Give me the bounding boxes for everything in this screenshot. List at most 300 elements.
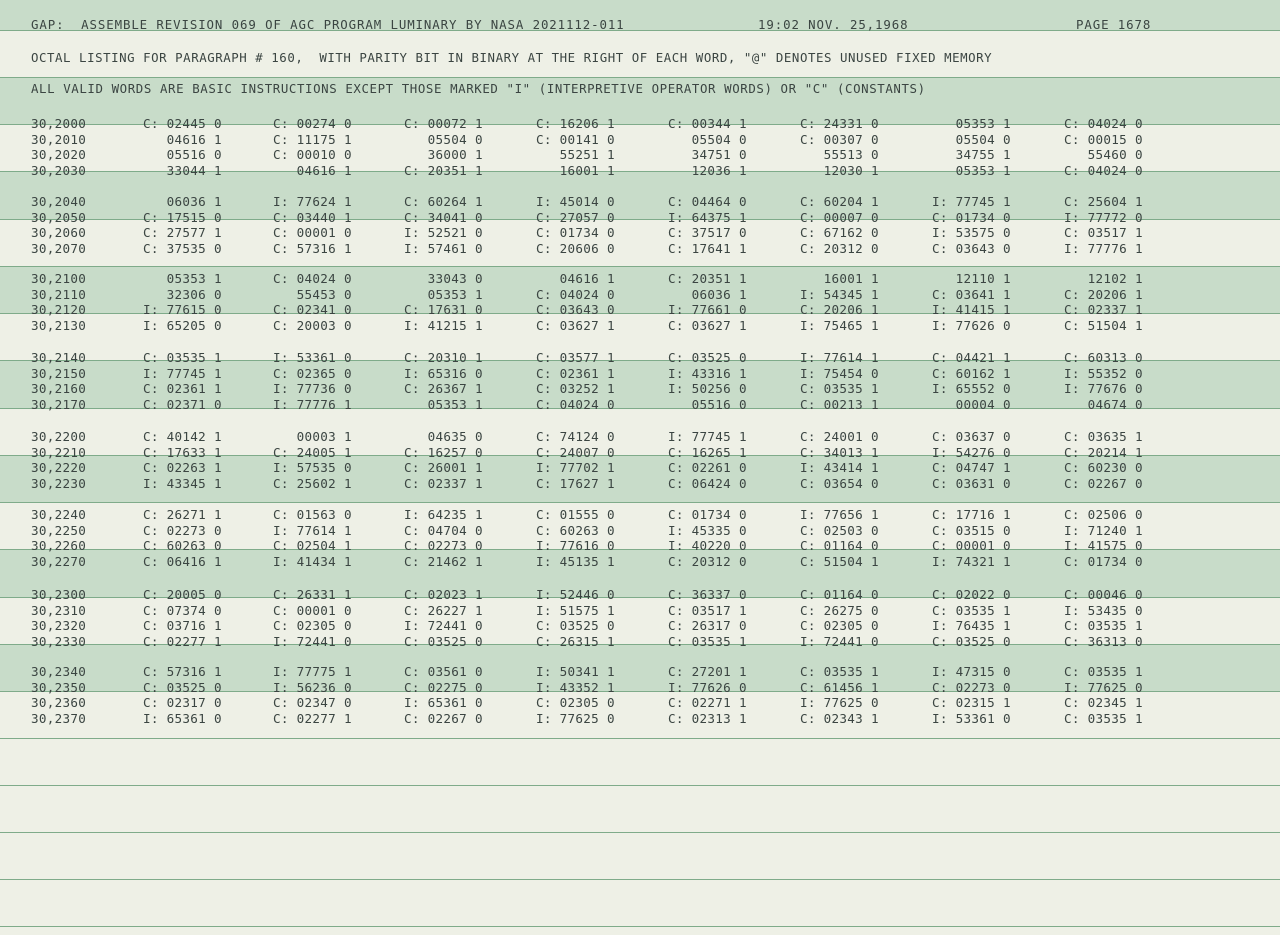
rule-line <box>0 738 1280 739</box>
listing-row <box>0 618 1280 633</box>
octal-word: C: 03535 1 <box>800 381 879 396</box>
listing-row <box>0 318 1280 333</box>
octal-word: C: 03535 1 <box>1064 618 1143 633</box>
octal-word: I: 77656 1 <box>800 507 879 522</box>
octal-word: C: 20003 0 <box>273 317 352 333</box>
listing-row <box>0 163 1280 178</box>
octal-word: C: 03561 0 <box>404 664 483 679</box>
octal-word: C: 27577 1 <box>143 225 222 240</box>
octal-word: I: 47315 0 <box>932 664 1011 679</box>
octal-word: C: 02315 1 <box>932 695 1011 710</box>
row-address: 30,2310 <box>31 602 87 618</box>
octal-word: 05504 0 <box>668 131 747 147</box>
octal-word: C: 25604 1 <box>1064 194 1143 209</box>
octal-word: C: 02347 0 <box>273 695 352 710</box>
octal-word: C: 26317 0 <box>668 618 747 633</box>
listing-row <box>0 460 1280 475</box>
octal-word: I: 77614 1 <box>800 350 879 365</box>
octal-word: C: 24331 0 <box>800 116 879 131</box>
octal-word: I: 77624 1 <box>273 194 352 209</box>
octal-word: C: 17641 1 <box>668 240 747 256</box>
row-address: 30,2170 <box>31 396 87 412</box>
octal-word: 34751 0 <box>668 147 747 162</box>
octal-word: 05353 1 <box>143 271 222 286</box>
row-address: 30,2230 <box>31 475 87 491</box>
octal-word: C: 04704 0 <box>404 522 483 538</box>
octal-word: I: 43316 1 <box>668 365 747 381</box>
octal-word: C: 20310 1 <box>404 350 483 365</box>
listing-row <box>0 210 1280 225</box>
row-address: 30,2110 <box>31 286 87 302</box>
octal-word: C: 03631 0 <box>932 475 1011 491</box>
octal-word: 04616 1 <box>536 271 615 286</box>
listing-row <box>0 634 1280 649</box>
octal-word: C: 27057 0 <box>536 209 615 225</box>
rule-line <box>0 77 1280 78</box>
octal-word: C: 03637 0 <box>932 429 1011 444</box>
listing-row <box>0 445 1280 460</box>
octal-word: C: 02022 0 <box>932 587 1011 602</box>
listing-row <box>0 241 1280 256</box>
octal-word: 12102 1 <box>1064 271 1143 286</box>
octal-word: C: 03654 0 <box>800 475 879 491</box>
row-address: 30,2210 <box>31 444 87 460</box>
octal-word: I: 77616 0 <box>536 538 615 553</box>
octal-word: C: 03643 0 <box>932 240 1011 256</box>
octal-word: C: 60230 0 <box>1064 460 1143 475</box>
octal-word: C: 02305 0 <box>536 695 615 710</box>
octal-word: I: 77745 1 <box>668 429 747 444</box>
octal-word: I: 45014 0 <box>536 194 615 209</box>
header-legend: ALL VALID WORDS ARE BASIC INSTRUCTIONS EXCEPT THOSE MARKED "I" (INTERPRETIVE OPERATOR WORDS) OR "C" (CONSTANTS) <box>31 81 926 96</box>
row-address: 30,2140 <box>31 350 87 365</box>
octal-word: I: 77775 1 <box>273 664 352 679</box>
row-address: 30,2030 <box>31 162 87 178</box>
listing-row <box>0 132 1280 147</box>
octal-word: C: 01734 0 <box>668 507 747 522</box>
octal-word: C: 24001 0 <box>800 429 879 444</box>
octal-word: C: 20351 1 <box>404 162 483 178</box>
octal-word: C: 03525 0 <box>404 633 483 649</box>
listing-row <box>0 476 1280 491</box>
octal-word: I: 55352 0 <box>1064 365 1143 381</box>
octal-word: 55460 0 <box>1064 147 1143 162</box>
row-address: 30,2010 <box>31 131 87 147</box>
octal-word: C: 57316 1 <box>273 240 352 256</box>
octal-word: C: 01734 0 <box>932 209 1011 225</box>
octal-word: C: 02313 1 <box>668 710 747 726</box>
octal-word: C: 01563 0 <box>273 507 352 522</box>
octal-word: C: 03535 1 <box>800 664 879 679</box>
octal-word: I: 52521 0 <box>404 225 483 240</box>
row-address: 30,2070 <box>31 240 87 256</box>
octal-word: C: 00307 0 <box>800 131 879 147</box>
octal-word: 16001 1 <box>800 271 879 286</box>
octal-word: C: 20606 0 <box>536 240 615 256</box>
octal-word: I: 57461 0 <box>404 240 483 256</box>
octal-word: I: 77626 0 <box>668 679 747 695</box>
octal-word: C: 67162 0 <box>800 225 879 240</box>
octal-word: C: 34041 0 <box>404 209 483 225</box>
octal-word: I: 45135 1 <box>536 553 615 569</box>
octal-word: 04674 0 <box>1064 396 1143 412</box>
octal-word: C: 02267 0 <box>404 710 483 726</box>
row-address: 30,2120 <box>31 302 87 317</box>
octal-word: I: 41434 1 <box>273 553 352 569</box>
octal-word: C: 01734 0 <box>536 225 615 240</box>
octal-word: C: 04421 1 <box>932 350 1011 365</box>
octal-word: 05353 1 <box>932 116 1011 131</box>
octal-word: 05516 0 <box>143 147 222 162</box>
octal-word: 04616 1 <box>143 131 222 147</box>
octal-word: I: 77776 1 <box>1064 240 1143 256</box>
octal-word: C: 00001 0 <box>273 602 352 618</box>
row-address: 30,2320 <box>31 618 87 633</box>
octal-word: C: 02343 1 <box>800 710 879 726</box>
octal-word: C: 20351 1 <box>668 271 747 286</box>
octal-word: 00003 1 <box>273 429 352 444</box>
octal-word: C: 02361 1 <box>536 365 615 381</box>
octal-word: C: 51504 1 <box>800 553 879 569</box>
octal-word: C: 03635 1 <box>1064 429 1143 444</box>
octal-word: C: 24005 1 <box>273 444 352 460</box>
octal-word: I: 43352 1 <box>536 679 615 695</box>
octal-word: C: 02273 0 <box>143 522 222 538</box>
octal-word: C: 03517 1 <box>1064 225 1143 240</box>
octal-word: C: 03525 0 <box>143 679 222 695</box>
listing-row <box>0 147 1280 162</box>
octal-word: I: 41575 0 <box>1064 538 1143 553</box>
octal-word: C: 03577 1 <box>536 350 615 365</box>
octal-word: C: 17716 1 <box>932 507 1011 522</box>
octal-word: I: 71240 1 <box>1064 522 1143 538</box>
octal-word: C: 61456 1 <box>800 679 879 695</box>
listing-row <box>0 664 1280 679</box>
rule-line <box>0 832 1280 833</box>
octal-word: I: 72441 0 <box>404 618 483 633</box>
row-address: 30,2200 <box>31 429 87 444</box>
octal-word: I: 77676 0 <box>1064 381 1143 396</box>
octal-word: 04616 1 <box>273 162 352 178</box>
octal-word: C: 36313 0 <box>1064 633 1143 649</box>
octal-word: I: 54276 0 <box>932 444 1011 460</box>
octal-word: C: 00015 0 <box>1064 131 1143 147</box>
row-address: 30,2050 <box>31 209 87 225</box>
octal-word: I: 53361 0 <box>932 710 1011 726</box>
octal-word: C: 04024 0 <box>1064 162 1143 178</box>
row-address: 30,2370 <box>31 710 87 726</box>
octal-word: 55513 0 <box>800 147 879 162</box>
listing-row <box>0 507 1280 522</box>
octal-word: C: 03627 1 <box>668 317 747 333</box>
listing-row <box>0 554 1280 569</box>
octal-word: 36000 1 <box>404 147 483 162</box>
octal-word: I: 77626 0 <box>932 317 1011 333</box>
octal-word: I: 77614 1 <box>273 522 352 538</box>
octal-word: C: 04024 0 <box>1064 116 1143 131</box>
octal-word: C: 16206 1 <box>536 116 615 131</box>
octal-word: C: 60263 0 <box>143 538 222 553</box>
row-address: 30,2340 <box>31 664 87 679</box>
row-address: 30,2350 <box>31 679 87 695</box>
octal-word: I: 77661 0 <box>668 302 747 317</box>
octal-word: C: 60263 0 <box>536 522 615 538</box>
octal-word: I: 56236 0 <box>273 679 352 695</box>
octal-word: C: 57316 1 <box>143 664 222 679</box>
octal-word: I: 77625 0 <box>536 710 615 726</box>
octal-word: C: 00141 0 <box>536 131 615 147</box>
octal-word: C: 20206 1 <box>1064 286 1143 302</box>
octal-word: C: 02365 0 <box>273 365 352 381</box>
octal-word: C: 26331 1 <box>273 587 352 602</box>
octal-word: C: 02023 1 <box>404 587 483 602</box>
octal-word: C: 26367 1 <box>404 381 483 396</box>
octal-word: I: 53575 0 <box>932 225 1011 240</box>
octal-word: C: 02504 1 <box>273 538 352 553</box>
listing-row <box>0 381 1280 396</box>
octal-word: C: 03627 1 <box>536 317 615 333</box>
octal-word: C: 20005 0 <box>143 587 222 602</box>
octal-word: C: 03517 1 <box>668 602 747 618</box>
octal-word: C: 03535 1 <box>143 350 222 365</box>
octal-word: I: 77736 0 <box>273 381 352 396</box>
octal-word: C: 04024 0 <box>536 396 615 412</box>
octal-word: C: 20214 1 <box>1064 444 1143 460</box>
octal-word: C: 26271 1 <box>143 507 222 522</box>
octal-word: 16001 1 <box>536 162 615 178</box>
octal-word: C: 17633 1 <box>143 444 222 460</box>
octal-word: I: 65361 0 <box>404 695 483 710</box>
octal-word: I: 65361 0 <box>143 710 222 726</box>
header-timestamp: 19:02 NOV. 25,1968 <box>758 17 909 32</box>
octal-word: I: 76435 1 <box>932 618 1011 633</box>
rule-line <box>0 266 1280 267</box>
octal-word: I: 77776 1 <box>273 396 352 412</box>
octal-word: C: 03535 1 <box>668 633 747 649</box>
octal-word: 32306 0 <box>143 286 222 302</box>
octal-word: C: 74124 0 <box>536 429 615 444</box>
octal-word: C: 01734 0 <box>1064 553 1143 569</box>
octal-word: C: 02445 0 <box>143 116 222 131</box>
octal-word: 12030 1 <box>800 162 879 178</box>
octal-word: C: 02317 0 <box>143 695 222 710</box>
row-address: 30,2000 <box>31 116 87 131</box>
octal-word: I: 45335 0 <box>668 522 747 538</box>
octal-word: C: 04024 0 <box>273 271 352 286</box>
listing-row <box>0 397 1280 412</box>
octal-word: C: 03535 1 <box>1064 664 1143 679</box>
octal-word: 05516 0 <box>668 396 747 412</box>
listing-row <box>0 587 1280 602</box>
row-address: 30,2270 <box>31 553 87 569</box>
rule-line <box>0 879 1280 880</box>
row-address: 30,2150 <box>31 365 87 381</box>
octal-word: I: 77745 1 <box>932 194 1011 209</box>
octal-word: C: 17631 0 <box>404 302 483 317</box>
octal-word: 04635 0 <box>404 429 483 444</box>
octal-word: C: 02337 1 <box>404 475 483 491</box>
listing-row <box>0 116 1280 131</box>
row-address: 30,2160 <box>31 381 87 396</box>
octal-word: 12110 1 <box>932 271 1011 286</box>
octal-word: C: 03535 1 <box>932 602 1011 618</box>
listing-row <box>0 366 1280 381</box>
octal-word: C: 60264 1 <box>404 194 483 209</box>
octal-word: C: 26275 0 <box>800 602 879 618</box>
octal-word: C: 02345 1 <box>1064 695 1143 710</box>
row-address: 30,2360 <box>31 695 87 710</box>
octal-word: 06036 1 <box>668 286 747 302</box>
octal-word: C: 03525 0 <box>668 350 747 365</box>
octal-word: C: 02503 0 <box>800 522 879 538</box>
octal-word: C: 36337 0 <box>668 587 747 602</box>
octal-word: I: 64235 1 <box>404 507 483 522</box>
octal-word: C: 02305 0 <box>273 618 352 633</box>
listing-row <box>0 302 1280 317</box>
octal-word: C: 02271 1 <box>668 695 747 710</box>
octal-word: C: 37535 0 <box>143 240 222 256</box>
row-address: 30,2130 <box>31 317 87 333</box>
row-address: 30,2220 <box>31 460 87 475</box>
octal-word: C: 00007 0 <box>800 209 879 225</box>
row-address: 30,2250 <box>31 522 87 538</box>
octal-word: C: 02261 0 <box>668 460 747 475</box>
octal-word: C: 06424 0 <box>668 475 747 491</box>
octal-word: I: 77772 0 <box>1064 209 1143 225</box>
octal-word: I: 54345 1 <box>800 286 879 302</box>
octal-word: C: 21462 1 <box>404 553 483 569</box>
octal-word: I: 50341 1 <box>536 664 615 679</box>
listing-row <box>0 711 1280 726</box>
octal-word: C: 03525 0 <box>932 633 1011 649</box>
octal-word: C: 02371 0 <box>143 396 222 412</box>
rule-line <box>0 502 1280 503</box>
octal-word: C: 51504 1 <box>1064 317 1143 333</box>
octal-word: I: 77745 1 <box>143 365 222 381</box>
listing-row <box>0 523 1280 538</box>
listing-row <box>0 538 1280 553</box>
octal-word: I: 51575 1 <box>536 602 615 618</box>
octal-word: C: 07374 0 <box>143 602 222 618</box>
octal-word: C: 00046 0 <box>1064 587 1143 602</box>
octal-word: 33043 0 <box>404 271 483 286</box>
octal-word: 05353 1 <box>404 396 483 412</box>
octal-word: C: 00274 0 <box>273 116 352 131</box>
octal-word: 34755 1 <box>932 147 1011 162</box>
row-address: 30,2240 <box>31 507 87 522</box>
octal-word: C: 16265 1 <box>668 444 747 460</box>
octal-word: C: 26227 1 <box>404 602 483 618</box>
octal-word: C: 00001 0 <box>932 538 1011 553</box>
octal-word: I: 57535 0 <box>273 460 352 475</box>
listing-row <box>0 194 1280 209</box>
octal-word: 00004 0 <box>932 396 1011 412</box>
row-address: 30,2100 <box>31 271 87 286</box>
octal-word: C: 20312 0 <box>800 240 879 256</box>
listing-row <box>0 603 1280 618</box>
octal-word: I: 53361 0 <box>273 350 352 365</box>
octal-word: C: 01555 0 <box>536 507 615 522</box>
octal-word: C: 03515 0 <box>932 522 1011 538</box>
octal-word: C: 02275 0 <box>404 679 483 695</box>
octal-word: C: 03535 1 <box>1064 710 1143 726</box>
row-address: 30,2020 <box>31 147 87 162</box>
octal-word: C: 02273 0 <box>932 679 1011 695</box>
octal-word: C: 34013 1 <box>800 444 879 460</box>
octal-word: I: 40220 0 <box>668 538 747 553</box>
octal-word: 55453 0 <box>273 286 352 302</box>
octal-word: 05504 0 <box>404 131 483 147</box>
octal-word: C: 02506 0 <box>1064 507 1143 522</box>
octal-word: C: 40142 1 <box>143 429 222 444</box>
octal-word: I: 50256 0 <box>668 381 747 396</box>
octal-word: I: 75454 0 <box>800 365 879 381</box>
header-subtitle: OCTAL LISTING FOR PARAGRAPH # 160, WITH PARITY BIT IN BINARY AT THE RIGHT OF EACH WORD, "@" DENOTES UNUSED FIXED MEMORY <box>31 50 993 65</box>
octal-word: C: 00072 1 <box>404 116 483 131</box>
octal-word: 33044 1 <box>143 162 222 178</box>
listing-row <box>0 680 1280 695</box>
octal-word: C: 03525 0 <box>536 618 615 633</box>
listing-row <box>0 287 1280 302</box>
octal-word: C: 00344 1 <box>668 116 747 131</box>
octal-word: C: 02361 1 <box>143 381 222 396</box>
octal-word: 12036 1 <box>668 162 747 178</box>
octal-word: 05504 0 <box>932 131 1011 147</box>
octal-word: I: 72441 0 <box>273 633 352 649</box>
octal-word: C: 60162 1 <box>932 365 1011 381</box>
octal-word: C: 20312 0 <box>668 553 747 569</box>
rule-line <box>0 926 1280 927</box>
header-title: GAP: ASSEMBLE REVISION 069 OF AGC PROGRAM LUMINARY BY NASA 2021112-011 <box>31 17 625 32</box>
octal-word: C: 17627 1 <box>536 475 615 491</box>
octal-word: C: 16257 0 <box>404 444 483 460</box>
octal-word: C: 60313 0 <box>1064 350 1143 365</box>
octal-word: I: 41215 1 <box>404 317 483 333</box>
row-address: 30,2300 <box>31 587 87 602</box>
octal-word: C: 02273 0 <box>404 538 483 553</box>
octal-word: C: 03641 1 <box>932 286 1011 302</box>
octal-word: I: 43414 1 <box>800 460 879 475</box>
octal-word: I: 77625 0 <box>1064 679 1143 695</box>
octal-word: C: 03643 0 <box>536 302 615 317</box>
octal-word: C: 00213 1 <box>800 396 879 412</box>
octal-word: C: 27201 1 <box>668 664 747 679</box>
octal-word: C: 02267 0 <box>1064 475 1143 491</box>
octal-word: C: 02277 1 <box>143 633 222 649</box>
octal-word: C: 37517 0 <box>668 225 747 240</box>
octal-word: C: 26001 1 <box>404 460 483 475</box>
octal-word: I: 41415 1 <box>932 302 1011 317</box>
octal-word: I: 77615 0 <box>143 302 222 317</box>
octal-word: I: 65552 0 <box>932 381 1011 396</box>
octal-word: C: 04747 1 <box>932 460 1011 475</box>
octal-word: I: 43345 1 <box>143 475 222 491</box>
octal-word: I: 75465 1 <box>800 317 879 333</box>
listing-row <box>0 429 1280 444</box>
octal-word: I: 74321 1 <box>932 553 1011 569</box>
octal-word: C: 24007 0 <box>536 444 615 460</box>
rule-line <box>0 785 1280 786</box>
octal-word: C: 04464 0 <box>668 194 747 209</box>
octal-word: C: 26315 1 <box>536 633 615 649</box>
octal-word: I: 53435 0 <box>1064 602 1143 618</box>
octal-word: C: 01164 0 <box>800 538 879 553</box>
listing-row <box>0 695 1280 710</box>
octal-word: I: 77702 1 <box>536 460 615 475</box>
octal-word: C: 02341 0 <box>273 302 352 317</box>
octal-word: C: 02337 1 <box>1064 302 1143 317</box>
listing-row <box>0 350 1280 365</box>
